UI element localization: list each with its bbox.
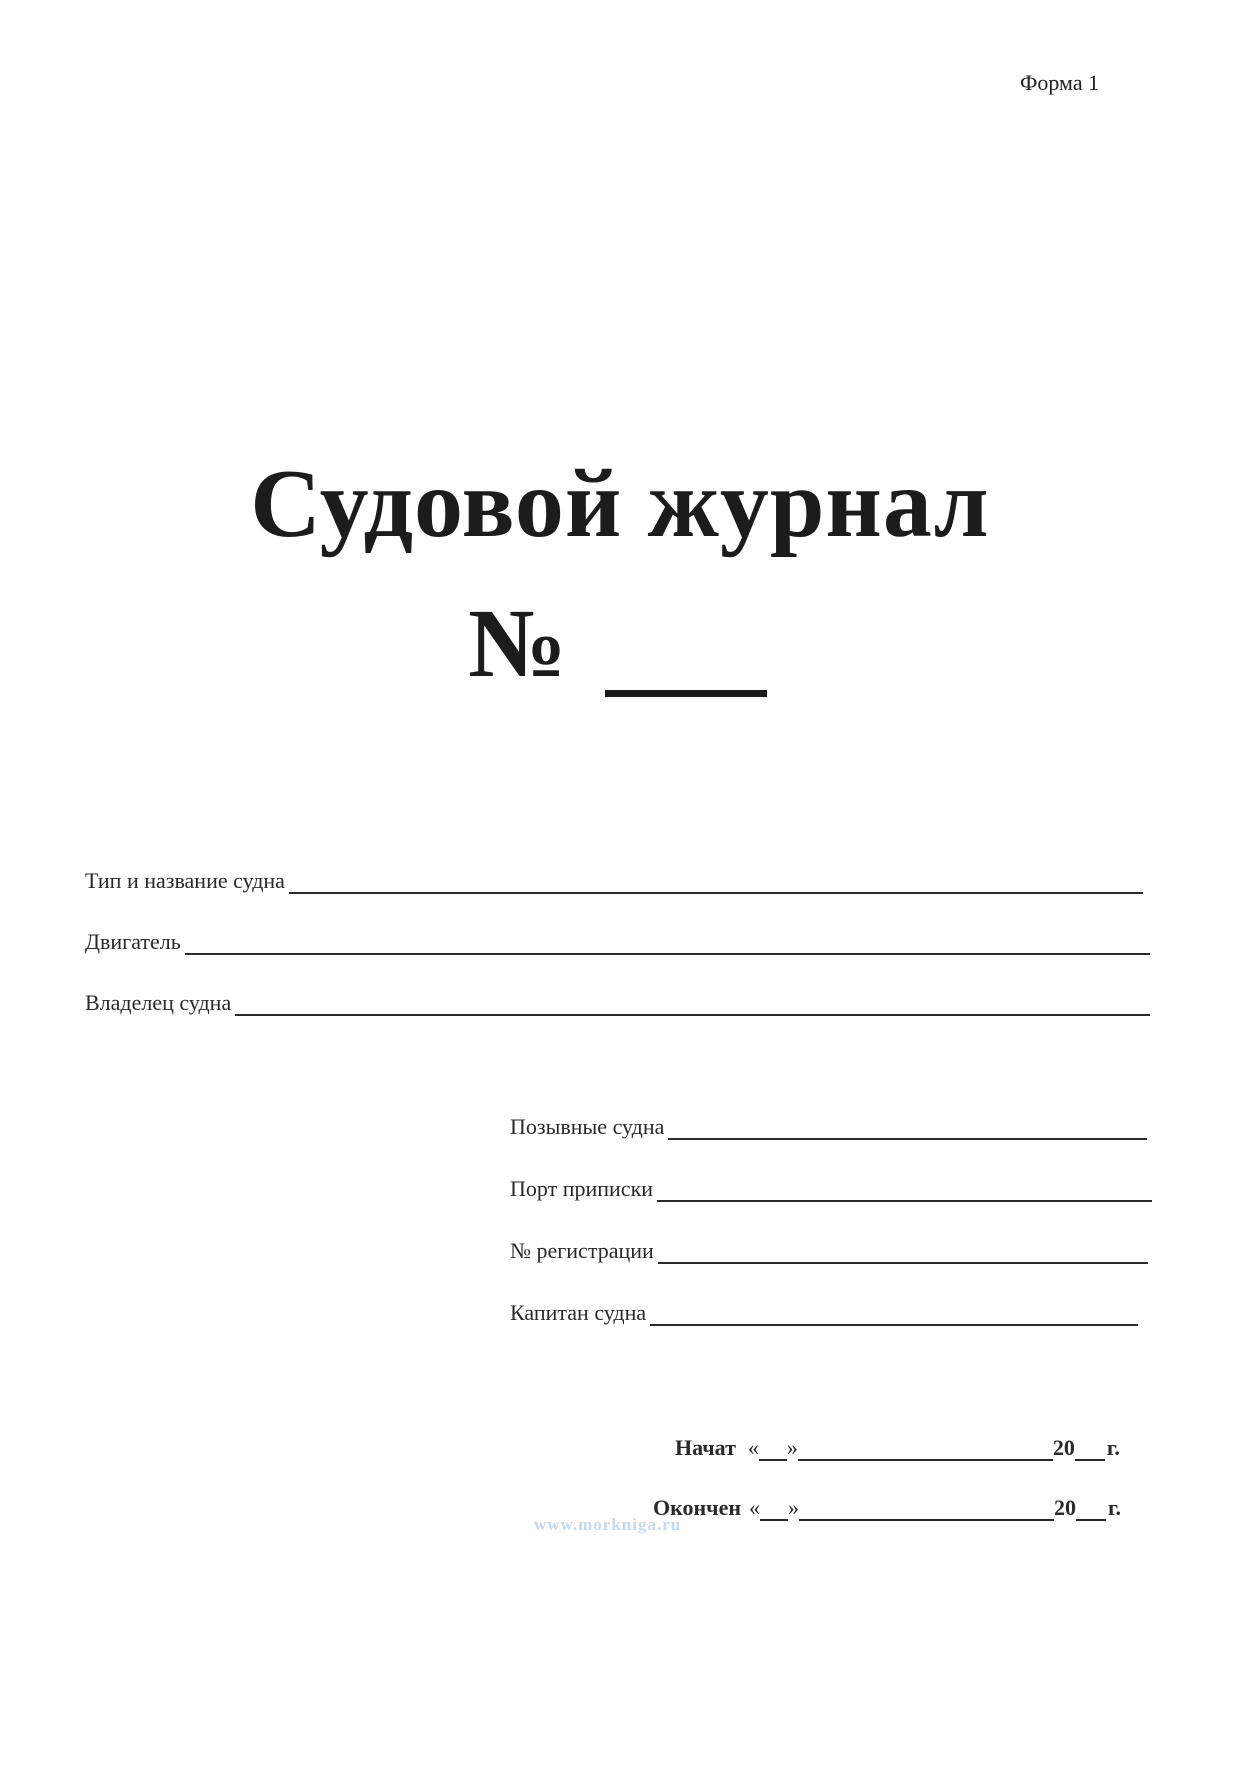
close-quote: » bbox=[788, 1495, 800, 1520]
field-fill-line bbox=[668, 1138, 1147, 1140]
field-fill-line bbox=[657, 1200, 1152, 1202]
field-fill-line bbox=[185, 953, 1150, 955]
date-ended-label: Окончен bbox=[653, 1495, 742, 1520]
year-suffix: г. bbox=[1108, 1495, 1122, 1520]
document-title bbox=[0, 450, 1250, 558]
field-fill-line bbox=[289, 892, 1143, 894]
field-call-sign bbox=[510, 1110, 1147, 1140]
month-blank bbox=[799, 1519, 1054, 1521]
day-blank bbox=[760, 1519, 788, 1521]
field-vessel-type-name bbox=[85, 864, 1143, 894]
field-registration-number bbox=[510, 1234, 1148, 1264]
field-label: № регистрации bbox=[510, 1238, 654, 1263]
watermark: www.morkniga.ru bbox=[534, 1515, 682, 1534]
year-prefix: 20 bbox=[1054, 1495, 1077, 1520]
date-started-row bbox=[675, 1431, 1120, 1461]
journal-number-sign: № bbox=[468, 590, 567, 698]
form-number-label: Форма 1 bbox=[1020, 70, 1100, 95]
month-blank bbox=[798, 1459, 1053, 1461]
year-prefix: 20 bbox=[1052, 1435, 1075, 1460]
day-blank bbox=[759, 1459, 787, 1461]
field-home-port bbox=[510, 1172, 1152, 1202]
journal-number-blank bbox=[605, 690, 767, 697]
close-quote: » bbox=[786, 1435, 798, 1460]
year-suffix: г. bbox=[1106, 1435, 1120, 1460]
field-captain bbox=[510, 1296, 1138, 1326]
date-started-label: Начат bbox=[675, 1435, 736, 1460]
field-label: Порт приписки bbox=[510, 1176, 654, 1201]
field-vessel-owner bbox=[85, 986, 1150, 1016]
open-quote: « bbox=[749, 1495, 761, 1520]
field-fill-line bbox=[658, 1262, 1148, 1264]
field-engine bbox=[85, 925, 1150, 955]
field-label: Капитан судна bbox=[510, 1300, 647, 1325]
field-label: Двигатель bbox=[85, 929, 181, 954]
document-title-text: Судовой журнал bbox=[250, 450, 990, 558]
field-fill-line bbox=[235, 1014, 1150, 1016]
field-label: Владелец судна bbox=[85, 990, 232, 1015]
field-label: Тип и название судна bbox=[85, 868, 285, 893]
date-ended-row bbox=[653, 1491, 1121, 1521]
field-fill-line bbox=[650, 1324, 1138, 1326]
open-quote: « bbox=[747, 1435, 759, 1460]
field-label: Позывные судна bbox=[510, 1114, 665, 1139]
year-blank bbox=[1076, 1519, 1106, 1521]
year-blank bbox=[1075, 1459, 1105, 1461]
